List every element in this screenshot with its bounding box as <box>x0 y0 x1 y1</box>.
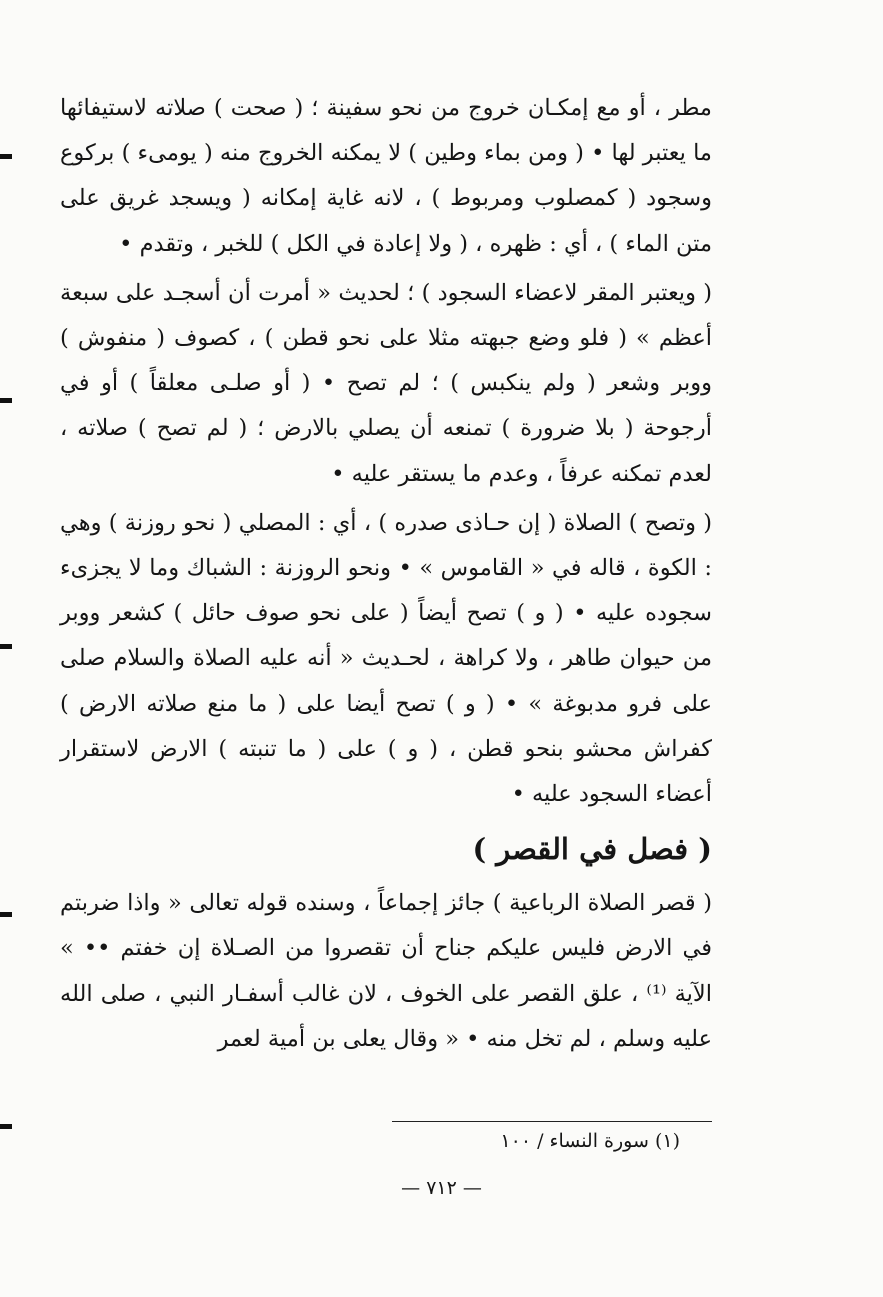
margin-mark <box>0 1124 12 1129</box>
paragraph-3: ( وتصح ) الصلاة ( إن حـاذى صدره ) ، أي : المصلي ( نحو روزنة ) وهي : الكوة ، قاله في « القاموس » • ونحو الروزنة : الشباك وما لا يجزىء سجوده عليه • ( و ) تصح أيضاً ( على نحو صوف حائل ) كشعر ووبر من حيوان طاهر ، ولا كراهة ، لحـديث « أنه عليه الصلاة والسلام صلى على فرو مدبوغة » • ( و ) تصح أيضا على ( ما منع صلاته الارض ) كفراش محشو بنحو قطن ، ( و ) على ( ما تنبته ) الارض لاستقرار أعضاء السجود عليه • <box>60 509 712 808</box>
paragraph-4: ( قصر الصلاة الرباعية ) جائز إجماعاً ، وسنده قوله تعالى « واذا ضربتم في الارض فليس عليكم جناح أن تقصروا من الصـلاة إن خفتم •• » الآية ⁽¹⁾ ، علق القصر على الخوف ، لان غالب أسفـار النبي ، صلى الله عليه وسلم ، لم تخل منه • « وقال يعلى بن أمية لعمر <box>60 890 713 1052</box>
page-body <box>60 86 712 1062</box>
margin-mark <box>0 912 12 917</box>
footnote-divider <box>392 1121 712 1122</box>
paragraph-1: مطر ، أو مع إمكـان خروج من نحو سفينة ؛ ( صحت ) صلاته لاستيفائها ما يعتبر لها • ( ومن بماء وطين ) لا يمكنه الخروج منه ( يومىء ) بركوع وسجود ( كمصلوب ومربوط ) ، لانه غاية إمكانه ( ويسجد غريق على متن الماء ) ، أي : ظهره ، ( ولا إعادة في الكل ) للخبر ، وتقدم • <box>60 95 712 257</box>
margin-mark <box>0 644 12 649</box>
section-heading: ( فصل في القصر ) <box>472 832 712 867</box>
page-number: — ٧١٢ — <box>401 1177 482 1199</box>
footnote: (١) سورة النساء / ١٠٠ <box>500 1130 680 1152</box>
margin-mark <box>0 398 12 403</box>
paragraph-2: ( ويعتبر المقر لاعضاء السجود ) ؛ لحديث « أمرت أن أسجـد على سبعة أعظم » ( فلو وضع جبهته مثلا على نحو قطن ) ، كصوف ( منفوش ) ووبر وشعر ( ولم ينكبس ) ؛ لم تصح • ( أو صلـى معلقاً ) أو في أرجوحة ( بلا ضرورة ) تمنعه أن يصلي بالارض ؛ ( لم تصح ) صلاته ، لعدم تمكنه عرفاً ، وعدم ما يستقر عليه • <box>60 279 712 487</box>
margin-mark <box>0 154 12 159</box>
